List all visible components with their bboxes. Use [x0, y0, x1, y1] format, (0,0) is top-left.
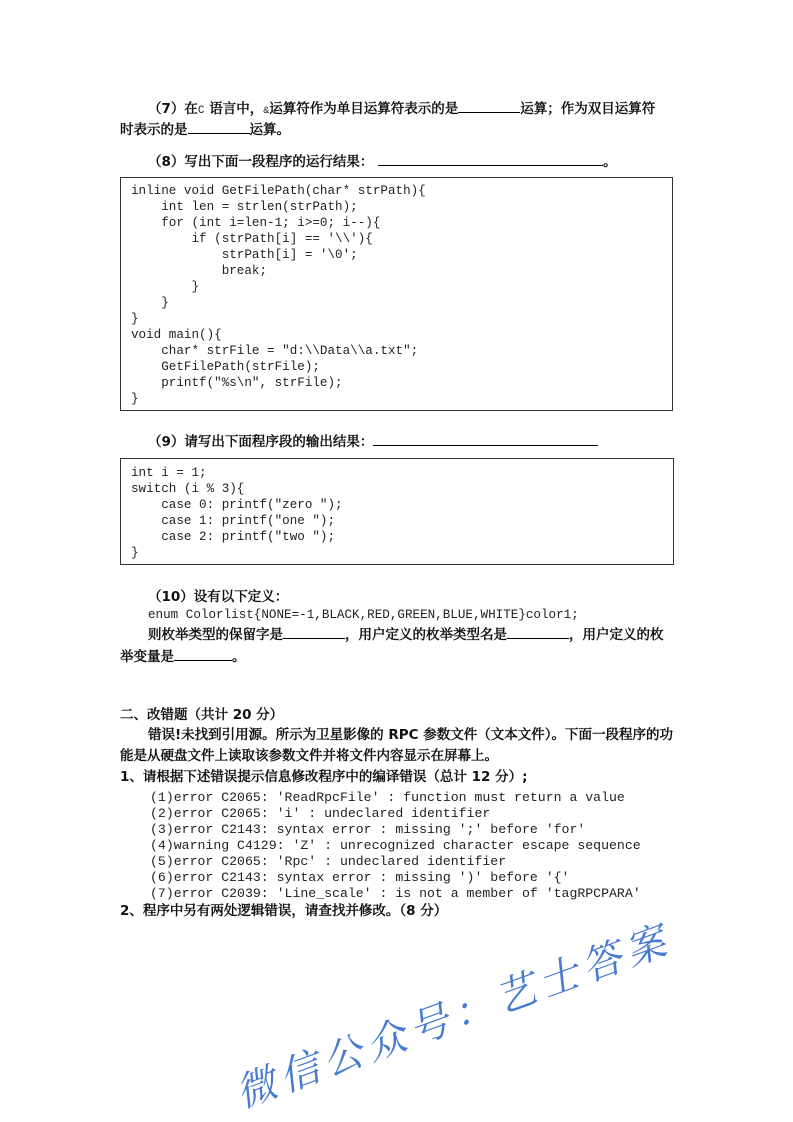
code-q8: inline void GetFilePath(char* strPath){ int len = strlen(strPath); for (int i=len-1; i>=0; i--){ if (strPath[i] == '\\'){ strPath[i] = '\0'; break; } } } void main(){ char* strFile = "d:\\Data\\a.txt"; GetFilePath(strFile); printf("%s\n", strFile); } — [131, 184, 426, 406]
error-item: (4)warning C4129: 'Z' : unrecognized character escape sequence — [150, 838, 641, 853]
q10-label: （10）设有以下定义： — [148, 589, 289, 605]
error-item: (7)error C2039: 'Line_scale' : is not a member of 'tagRPCPARA' — [150, 886, 641, 901]
q8-label: （8）写出下面一段程序的运行结果： 。 — [148, 151, 617, 171]
code-q9: int i = 1; switch (i % 3){ case 0: printf("zero "); case 1: printf("one "); case 2: printf("two "); } — [131, 466, 343, 560]
q10-line2: 举变量是 。 — [120, 646, 246, 666]
answer-blank[interactable] — [283, 624, 345, 639]
answer-blank[interactable] — [507, 624, 569, 639]
section2-para1: 错误!未找到引用源。所示为卫星影像的 RPC 参数文件（文本文件）。下面一段程序的功 — [148, 727, 674, 743]
section2-heading: 二、改错题（共计 20 分） — [120, 707, 284, 723]
error-item: (2)error C2065: 'i' : undeclared identifier — [150, 806, 491, 821]
answer-blank[interactable] — [188, 119, 250, 134]
section2-item1: 1、请根据下述错误提示信息修改程序中的编译错误（总计 12 分）; — [120, 769, 528, 785]
answer-blank[interactable] — [378, 151, 603, 166]
q7-line1: （7）在C 语言中，&运算符作为单目运算符表示的是 运算；作为双目运算符 — [148, 98, 655, 121]
error-item: (3)error C2143: syntax error : missing ';' before 'for' — [150, 822, 586, 837]
q10-code: enum Colorlist{NONE=-1,BLACK,RED,GREEN,BLUE,WHITE}color1; — [148, 608, 579, 622]
section2-para2: 能是从硬盘文件上读取该参数文件并将文件内容显示在屏幕上。 — [120, 748, 498, 764]
error-item: (5)error C2065: 'Rpc' : undeclared identifier — [150, 854, 507, 869]
q9-label: （9）请写出下面程序段的输出结果： — [148, 431, 598, 451]
error-item: (1)error C2065: 'ReadRpcFile' : function must return a value — [150, 790, 625, 805]
section2-item2: 2、程序中另有两处逻辑错误，请查找并修改。（8 分） — [120, 903, 448, 919]
q10-line1: 则枚举类型的保留字是 ，用户定义的枚举类型名是 ，用户定义的枚 — [148, 624, 664, 644]
answer-blank[interactable] — [174, 646, 232, 661]
watermark: 微信公众号：艺士答案 — [229, 916, 678, 1118]
error-item: (6)error C2143: syntax error : missing ')' before '{' — [150, 870, 570, 885]
q7-line2: 时表示的是 运算。 — [120, 119, 290, 139]
answer-blank[interactable] — [458, 98, 520, 113]
answer-blank[interactable] — [373, 431, 598, 446]
